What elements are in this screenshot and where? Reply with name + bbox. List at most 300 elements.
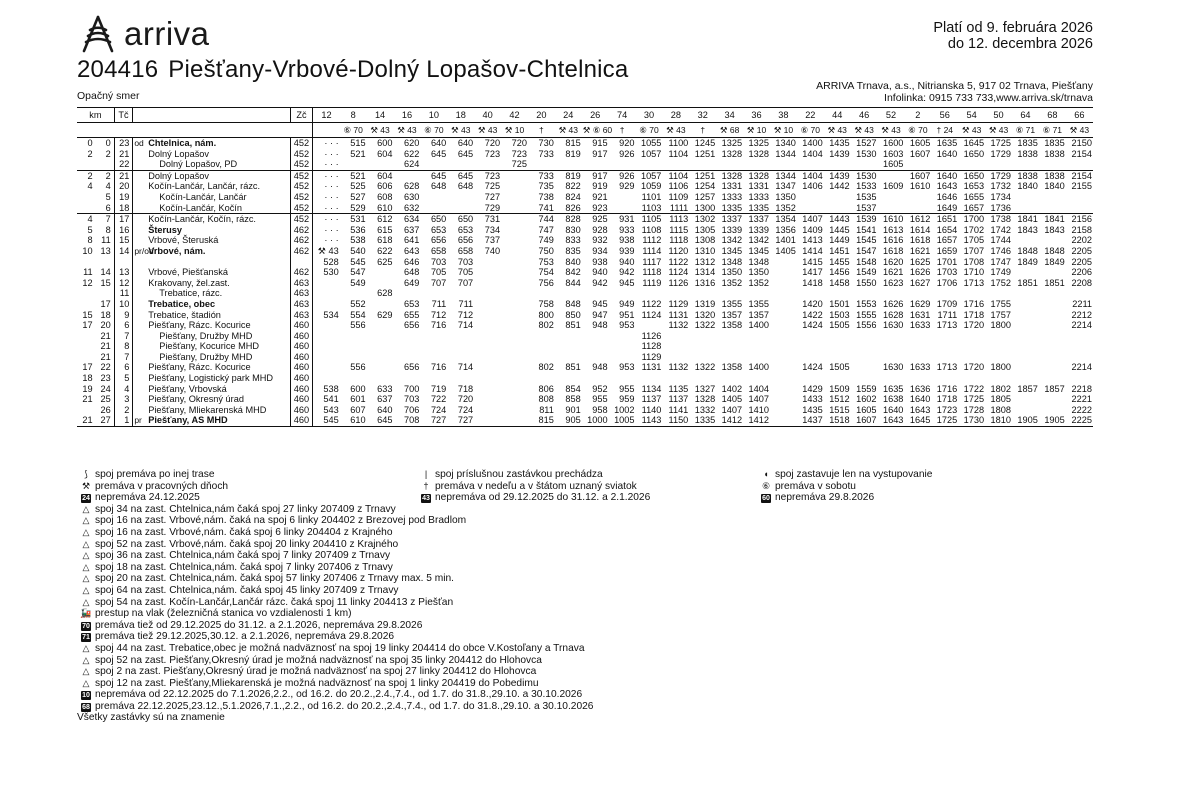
departure-time: 925	[582, 214, 609, 225]
stop-name: Piešťany, Logistický park MHD	[148, 373, 274, 384]
departure-time: 733	[528, 170, 555, 181]
legend-note	[77, 655, 1117, 667]
departure-time: 655	[404, 309, 420, 320]
departure-time	[394, 288, 421, 299]
departure-time	[501, 331, 528, 342]
departure-time: 1547	[856, 245, 877, 256]
stop-name: Piešťany, Rázc. Kocurice	[148, 362, 251, 373]
departure-time: 1838	[1017, 148, 1038, 159]
note-text: nepremáva od 22.12.2025 do 7.1.2026,2.2., od 16.2. do 20.2.,2.4.,7.4., od 1.7. do 31.8.,29.10. a 30.10.2026	[95, 689, 583, 701]
departure-time	[474, 278, 501, 289]
trip-number: 10	[420, 108, 447, 123]
table-row	[77, 362, 1093, 373]
departure-time: 1327	[694, 383, 716, 394]
zone-code: 460	[290, 373, 313, 384]
departure-time: 1640	[931, 170, 958, 181]
departure-time: 1118	[669, 235, 689, 246]
departure-time: 1635	[936, 138, 958, 148]
departure-time: 1653	[963, 181, 985, 192]
departure-time	[985, 373, 1012, 384]
departure-time	[501, 341, 528, 352]
departure-time: 716	[430, 320, 447, 331]
departure-time: 1630	[882, 362, 904, 373]
departure-time: 1840	[1017, 181, 1038, 192]
table-row	[77, 331, 1093, 342]
departure-time	[689, 341, 716, 352]
departure-time: 842	[565, 267, 581, 278]
departure-time	[367, 331, 394, 342]
departure-time: 640	[377, 404, 393, 415]
departure-time	[313, 331, 340, 342]
departure-time	[340, 331, 367, 342]
departure-time	[716, 159, 743, 170]
note-text: spoj 12 na zast. Piešťany,Mliekarenská je možná nadväznosť na spoj 1 linky 204419 do Pobedimu	[95, 677, 539, 689]
trip-mark: ⑥ 71	[1039, 123, 1066, 138]
arr-dep-mark	[133, 341, 145, 352]
departure-time	[313, 278, 340, 289]
departure-time	[501, 320, 528, 331]
departure-time: · · ·	[324, 181, 339, 192]
departure-time: 534	[323, 309, 339, 320]
departure-time: 858	[565, 394, 581, 405]
departure-time: 1126	[641, 330, 662, 341]
legend-item	[757, 481, 1097, 493]
table-row	[77, 257, 1093, 268]
timetable	[77, 107, 1093, 427]
departure-time	[797, 341, 824, 352]
departure-time: 1643	[909, 404, 931, 415]
departure-time: 1701	[936, 256, 958, 267]
departure-time	[958, 331, 985, 342]
departure-time: 1103	[641, 202, 662, 213]
departure-time: · · ·	[324, 202, 339, 213]
departure-time	[501, 405, 528, 416]
km-a: 2	[77, 170, 96, 181]
departure-time	[447, 352, 474, 363]
stop-name: Dolný Lopašov, PD	[159, 159, 238, 170]
departure-time: 1713	[963, 277, 985, 288]
departure-time: 1505	[829, 362, 850, 373]
zone-code: 460	[290, 405, 313, 416]
km-a	[77, 257, 96, 268]
departure-time: 1112	[642, 235, 662, 246]
legend-note	[77, 620, 1117, 632]
legend-text: premáva v sobotu	[775, 480, 856, 492]
departure-time: 1640	[936, 148, 958, 159]
stop-name: Vrbové, Šteruská	[148, 235, 219, 246]
departure-time: 1345	[748, 245, 769, 256]
departure-time: 1429	[802, 383, 823, 394]
departure-time	[1066, 288, 1093, 299]
departure-time: 527	[350, 191, 366, 202]
km-a: 2	[87, 148, 93, 159]
departure-time: 1345	[721, 245, 743, 256]
departure-time: 552	[350, 298, 366, 309]
departure-time: 1115	[669, 224, 689, 235]
departure-time: 1527	[856, 138, 877, 148]
legend-symbol-icon: 24	[82, 495, 90, 503]
table-row	[77, 181, 1093, 192]
departure-time	[528, 373, 555, 384]
departure-time	[555, 331, 582, 342]
departure-time: 822	[565, 181, 581, 192]
departure-time	[420, 331, 447, 342]
departure-time	[662, 352, 689, 363]
departure-time	[958, 352, 985, 363]
departure-time: 1424	[802, 320, 823, 331]
departure-time: 1400	[748, 320, 769, 331]
departure-time: · · ·	[324, 191, 339, 202]
departure-time: 641	[404, 235, 420, 246]
departure-time	[528, 331, 555, 342]
departure-time: 1335	[689, 415, 716, 426]
departure-time: 612	[367, 214, 394, 225]
departure-time: 1643	[878, 415, 905, 426]
departure-time: 844	[565, 277, 581, 288]
departure-time: 1100	[668, 138, 689, 148]
departure-time: 1625	[909, 256, 931, 267]
departure-time: 1406	[802, 181, 823, 192]
departure-time: 1118	[642, 267, 662, 278]
legend-note	[77, 678, 1117, 690]
departure-time	[662, 341, 689, 352]
departure-time: 1613	[882, 224, 904, 235]
departure-time: 634	[394, 214, 421, 225]
note-symbol-icon: △	[82, 550, 90, 561]
departure-time: 730	[538, 138, 554, 148]
departure-time: 1725	[990, 138, 1011, 148]
km-b: 4	[96, 181, 115, 192]
departure-time	[367, 373, 394, 384]
note-text: spoj 2 na zast. Piešťany,Okresný úrad je možná nadväznosť na spoj 27 linky 204412 do Hlohovca	[95, 666, 537, 678]
departure-time: 1633	[909, 362, 931, 373]
departure-time: 645	[430, 148, 447, 159]
departure-time: 658	[457, 245, 474, 256]
departure-time: 1610	[878, 214, 905, 225]
departure-time: 758	[538, 298, 554, 309]
departure-time: 1417	[802, 267, 823, 278]
departure-time	[931, 352, 958, 363]
table-row	[77, 170, 1093, 181]
departure-time: 1633	[909, 320, 931, 331]
trip-number: 16	[394, 108, 421, 123]
departure-time	[447, 192, 474, 203]
departure-time: 2225	[1066, 415, 1093, 426]
departure-time: 1344	[775, 148, 796, 159]
trip-number: 74	[609, 108, 636, 123]
departure-time: 1720	[963, 362, 985, 373]
departure-time	[340, 352, 367, 363]
departure-time	[770, 331, 797, 342]
departure-time	[313, 299, 340, 310]
departure-time: 1302	[689, 214, 716, 225]
table-row	[77, 246, 1093, 257]
departure-time: 608	[377, 191, 393, 202]
departure-time: · · ·	[324, 235, 339, 246]
departure-time: 653	[457, 224, 474, 235]
km-a: 0	[87, 138, 93, 148]
departure-time: 929	[619, 181, 635, 192]
departure-time: 1730	[958, 415, 985, 426]
departure-time	[420, 373, 447, 384]
departure-time: 1757	[990, 309, 1011, 320]
departure-time: 725	[484, 181, 501, 192]
departure-time: · · ·	[313, 170, 340, 181]
trip-number: 56	[931, 108, 958, 123]
departure-time: 656	[457, 235, 474, 246]
departure-time: 819	[555, 170, 582, 181]
departure-time: 1659	[936, 245, 958, 256]
departure-time	[743, 331, 770, 342]
departure-time: 531	[340, 214, 367, 225]
departure-time	[501, 299, 528, 310]
legend-note	[77, 539, 1117, 551]
departure-time: 806	[538, 383, 554, 394]
note-symbol-icon: △	[82, 666, 90, 677]
trip-mark: ⚒ 43	[824, 123, 851, 138]
departure-time: 1838	[1012, 170, 1039, 181]
km-a: 4	[87, 181, 93, 192]
km-b: 21	[96, 341, 115, 352]
departure-time: 2155	[1071, 181, 1092, 192]
header-blank	[133, 108, 290, 123]
departure-time	[394, 331, 421, 342]
departure-time	[689, 288, 716, 299]
zone-code: 460	[290, 320, 313, 331]
departure-time: 1339	[748, 224, 769, 235]
note-text: prestup na vlak (železničná stanica vo vzdialenosti 1 km)	[95, 608, 352, 620]
departure-time: 901	[565, 404, 581, 415]
departure-time: 650	[447, 214, 474, 225]
departure-time: 643	[404, 245, 420, 256]
zone-code: 462	[290, 246, 313, 257]
departure-time: · · ·	[324, 224, 339, 235]
departure-time: 1805	[990, 394, 1011, 405]
tc-value: 23	[114, 138, 133, 149]
departure-time: 1105	[636, 214, 663, 225]
departure-time: 1857	[1044, 383, 1065, 394]
departure-time: 622	[377, 245, 393, 256]
departure-time: 656	[404, 362, 420, 373]
departure-time: 2150	[1071, 138, 1092, 148]
departure-time: 1645	[904, 415, 931, 426]
departure-time: 1530	[851, 170, 878, 181]
note-text: spoj 44 na zast. Trebatice,obec je možná nadväznosť na spoj 19 linky 204414 do obce V.Kostoľany a Trnava	[95, 642, 585, 654]
departure-time	[1066, 331, 1093, 342]
departure-time	[770, 159, 797, 170]
departure-time: 1640	[882, 404, 904, 415]
departure-time: 749	[538, 235, 554, 246]
departure-time: 1749	[990, 267, 1011, 278]
trip-mark: ⚒ 43	[555, 123, 582, 138]
departure-time: 811	[539, 404, 554, 415]
departure-time: 629	[377, 309, 393, 320]
departure-time: 1725	[931, 415, 958, 426]
note-symbol-icon: △	[82, 526, 90, 537]
departure-time	[367, 299, 394, 310]
departure-time: 648	[457, 181, 474, 192]
note-symbol-icon: △	[82, 515, 90, 526]
departure-time: 1132	[668, 362, 689, 373]
departure-time: 1328	[721, 148, 743, 159]
departure-time: 1718	[963, 309, 985, 320]
departure-time: 734	[484, 224, 501, 235]
departure-time: 1117	[642, 256, 662, 267]
departure-time	[474, 331, 501, 342]
tc-value	[114, 257, 133, 268]
marks-blank	[77, 123, 313, 138]
departure-time: 1057	[640, 148, 662, 159]
legend-text: nepremáva 24.12.2025	[95, 492, 200, 504]
departure-time: 1729	[985, 170, 1012, 181]
zone-code: 452	[290, 159, 313, 170]
departure-time: 1143	[636, 415, 663, 426]
table-row	[77, 310, 1093, 321]
table-row	[77, 278, 1093, 289]
departure-time	[1012, 203, 1039, 214]
departure-time: 633	[377, 383, 393, 394]
note-symbol-icon: △	[82, 596, 90, 607]
departure-time	[878, 352, 905, 363]
departure-time: 1332	[694, 404, 716, 415]
departure-time: 628	[404, 181, 420, 192]
departure-time	[824, 331, 851, 342]
legend-note	[77, 562, 1117, 574]
departure-time	[985, 341, 1012, 352]
note-symbol-icon: 71	[82, 634, 90, 642]
departure-time: 2202	[1071, 235, 1092, 246]
departure-time	[501, 246, 528, 257]
legend-item	[77, 469, 417, 481]
zone-code: 460	[290, 415, 313, 426]
legend-text: nepremáva 29.8.2026	[775, 492, 875, 504]
km-a: 18	[82, 373, 93, 384]
departure-time: 722	[430, 394, 447, 405]
departure-time	[878, 192, 905, 203]
departure-time	[904, 203, 931, 214]
departure-time: 750	[538, 245, 554, 256]
departure-time	[528, 341, 555, 352]
departure-time: 2218	[1071, 383, 1092, 394]
legend-note	[77, 585, 1117, 597]
zone-code: 460	[290, 331, 313, 342]
departure-time: 802	[538, 320, 554, 331]
departure-time: 2211	[1072, 298, 1092, 309]
departure-time: 948	[592, 320, 608, 331]
departure-time: 733	[538, 148, 554, 159]
departure-time	[1012, 310, 1039, 321]
departure-time	[394, 352, 421, 363]
departure-time: 1645	[963, 138, 985, 148]
table-row	[77, 214, 1093, 225]
departure-time: 1245	[694, 138, 716, 148]
departure-time: 1734	[990, 191, 1011, 202]
legend-text: spoj príslušnou zastávkou prechádza	[435, 469, 603, 480]
departure-time: 1626	[882, 298, 904, 309]
departure-time: 1412	[743, 415, 770, 426]
departure-time: 708	[394, 415, 421, 426]
departure-time	[770, 373, 797, 384]
departure-time	[447, 203, 474, 214]
departure-time: 1515	[829, 404, 850, 415]
trip-number: 22	[797, 108, 824, 123]
departure-time: 1841	[1039, 214, 1066, 225]
departure-time: 1340	[775, 138, 796, 148]
tc-value: 8	[114, 341, 133, 352]
legend-note	[77, 515, 1117, 527]
tc-value: 17	[114, 214, 133, 225]
legend-item	[77, 481, 417, 493]
departure-time	[1039, 373, 1066, 384]
km-b: 23	[96, 373, 115, 384]
arr-dep-mark	[133, 235, 145, 246]
departure-time: 1752	[990, 277, 1011, 288]
departure-time	[797, 203, 824, 214]
departure-time: 1358	[721, 362, 743, 373]
departure-time	[474, 267, 501, 278]
arr-dep-mark	[133, 278, 145, 289]
departure-time	[904, 352, 931, 363]
departure-time: 1348	[748, 256, 769, 267]
departure-time: 1124	[668, 267, 689, 278]
km-a: 4	[77, 214, 96, 225]
km-b: 14	[96, 267, 115, 278]
zone-code: 460	[290, 394, 313, 405]
departure-time: 653	[430, 224, 447, 235]
note-symbol-icon: △	[82, 538, 90, 549]
departure-time	[420, 192, 447, 203]
tc-value: 14	[114, 246, 133, 257]
arr-dep-mark	[133, 192, 145, 203]
zone-code: 463	[290, 278, 313, 289]
departure-time: 1838	[1039, 170, 1066, 181]
departure-time	[501, 310, 528, 321]
departure-time	[770, 394, 797, 405]
departure-time: 1320	[694, 309, 716, 320]
departure-time	[958, 341, 985, 352]
arr-dep-mark	[133, 159, 145, 170]
legend-text: nepremáva od 29.12.2025 do 31.12. a 2.1.2026	[435, 492, 651, 504]
stop-name: Piešťany, Mliekarenská MHD	[148, 404, 267, 415]
table-row	[77, 192, 1093, 203]
departure-time: 754	[538, 267, 554, 278]
departure-time	[743, 341, 770, 352]
departure-time: 703	[404, 394, 420, 405]
operator-info	[816, 80, 1093, 104]
departure-time: 1310	[694, 245, 716, 256]
departure-time	[582, 331, 609, 342]
tc-value: 12	[114, 278, 133, 289]
departure-time: 1415	[802, 256, 823, 267]
departure-time: 727	[420, 415, 447, 426]
departure-time: 1654	[936, 224, 958, 235]
departure-time: 824	[565, 191, 581, 202]
departure-time: 942	[619, 267, 635, 278]
departure-time	[1012, 159, 1039, 170]
departure-time: 808	[538, 394, 554, 405]
departure-time	[582, 341, 609, 352]
departure-time: 1333	[748, 191, 769, 202]
departure-time	[797, 352, 824, 363]
departure-time	[662, 373, 689, 384]
stop-name: Trebatice, štadión	[148, 309, 221, 320]
departure-time	[528, 288, 555, 299]
departure-time: 1706	[936, 277, 958, 288]
departure-time: 1308	[694, 235, 716, 246]
departure-time: 1402	[721, 383, 743, 394]
departure-time: 1657	[936, 235, 958, 246]
departure-time	[609, 352, 636, 363]
